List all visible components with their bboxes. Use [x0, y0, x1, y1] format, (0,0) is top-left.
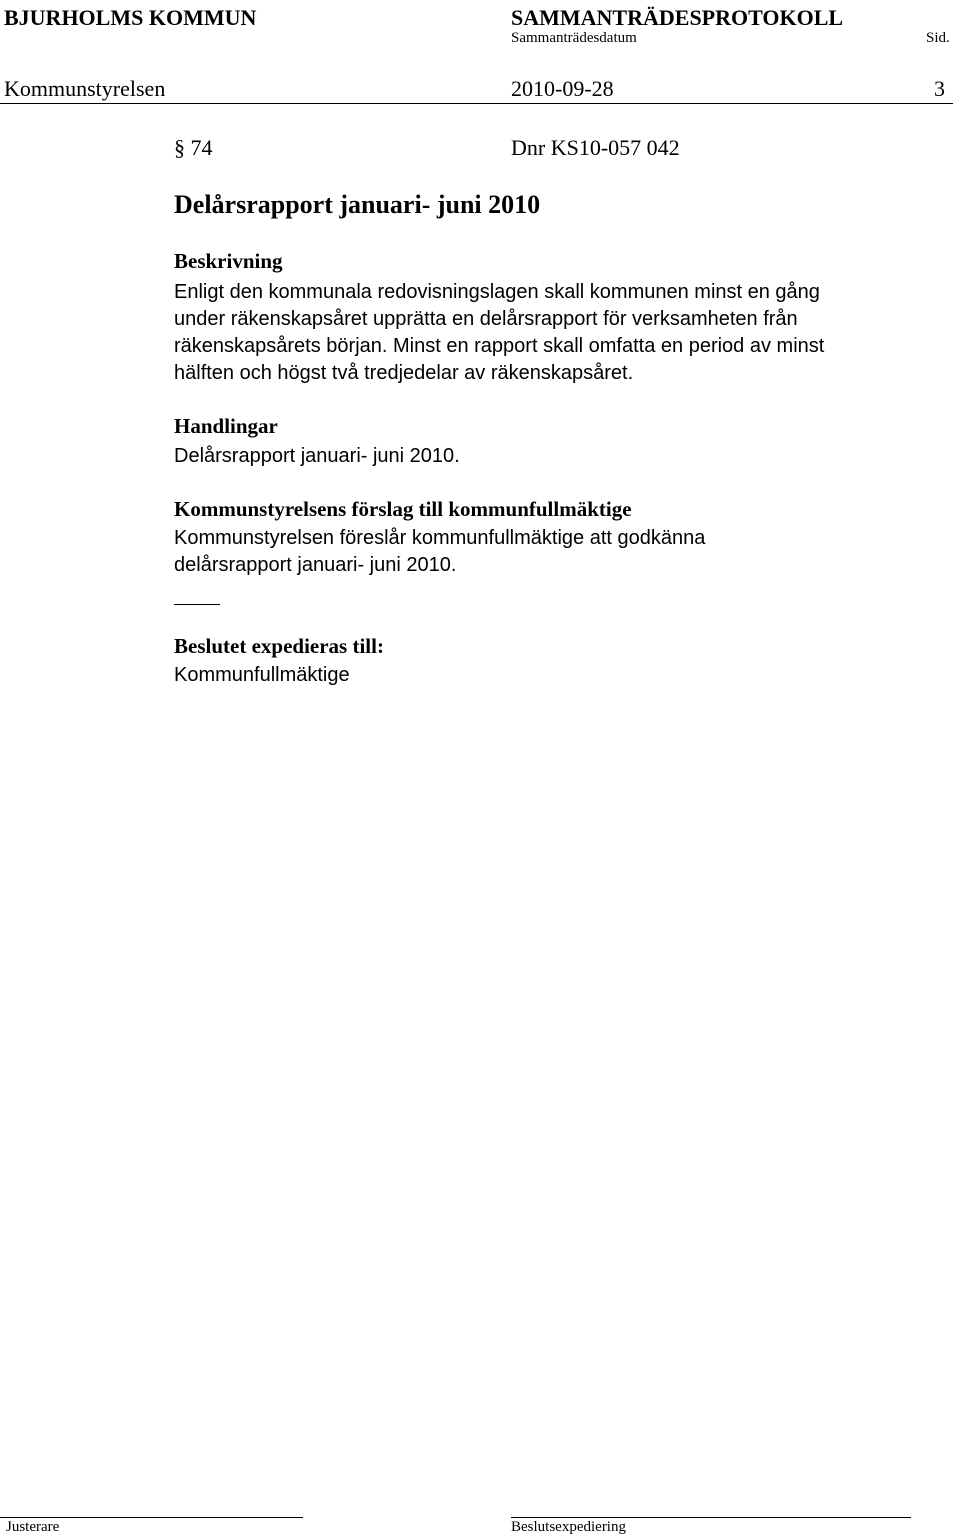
beskrivning-line: hälften och högst två tredjedelar av räkenskapsåret. — [174, 362, 634, 384]
footer-divider-right — [511, 1517, 911, 1518]
footer-justerare: Justerare — [6, 1519, 60, 1535]
footer-divider-left — [0, 1517, 303, 1518]
forslag-line: Kommunstyrelsen föreslår kommunfullmäktige att godkänna — [174, 527, 706, 549]
section-heading-handlingar: Handlingar — [174, 414, 278, 438]
meeting-date-label: Sammanträdesdatum — [511, 30, 637, 46]
section-heading-forslag: Kommunstyrelsens förslag till kommunfullmäktige — [174, 497, 632, 521]
section-separator — [174, 604, 220, 605]
expedieras-recipient: Kommunfullmäktige — [174, 664, 350, 686]
page-label: Sid. — [926, 30, 950, 46]
page-number: 3 — [934, 76, 945, 101]
beskrivning-line: under räkenskapsåret upprätta en delårsrapport för verksamheten från — [174, 308, 798, 330]
meeting-date: 2010-09-28 — [511, 76, 614, 101]
diary-number: Dnr KS10-057 042 — [511, 135, 680, 160]
footer-beslutsexpediering: Beslutsexpediering — [511, 1519, 626, 1535]
item-title: Delårsrapport januari- juni 2010 — [174, 190, 541, 219]
section-heading-expedieras: Beslutet expedieras till: — [174, 634, 384, 658]
forslag-line: delårsrapport januari- juni 2010. — [174, 554, 457, 576]
municipality-name: BJURHOLMS KOMMUN — [4, 5, 257, 30]
paragraph-number: § 74 — [174, 135, 213, 160]
handlingar-text: Delårsrapport januari- juni 2010. — [174, 445, 460, 467]
document-type: SAMMANTRÄDESPROTOKOLL — [511, 5, 844, 30]
committee-name: Kommunstyrelsen — [4, 76, 166, 101]
section-heading-beskrivning: Beskrivning — [174, 249, 283, 273]
header-divider — [0, 103, 953, 104]
beskrivning-line: Enligt den kommunala redovisningslagen skall kommunen minst en gång — [174, 281, 820, 303]
beskrivning-line: räkenskapsårets början. Minst en rapport skall omfatta en period av minst — [174, 335, 825, 357]
